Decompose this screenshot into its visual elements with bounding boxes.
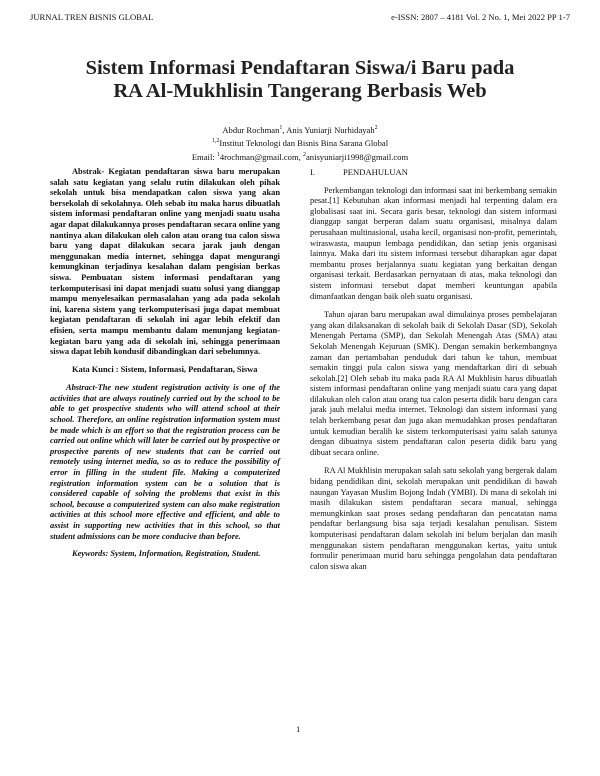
section-title: PENDAHULUAN [343,167,408,177]
keywords-english: Keywords: System, Information, Registration, Student. [72,549,261,559]
issn-info: e-ISSN: 2807 – 4181 Vol. 2 No. 1, Mei 2022 PP 1-7 [391,12,570,22]
running-header [30,12,570,24]
title-line-1: Sistem Informasi Pendaftaran Siswa/i Baru pada [85,57,515,79]
title-line-2: RA Al-Mukhlisin Tangerang Berbasis Web [113,80,487,102]
abstract-english: Abstract-The new student registration activity is one of the activities that are always routinely carried out by the school to be able to get prospective students who will attend school at their school. Therefore, an online registration information system must be made which is an effort so that the registration process can be carried out online which will later be carried out by prospective or prospective parents of new students that can be carried out remotely using internet media, so as to reduce the possibility of error in filling in the student file. Making a computerized registration information system can be a solution that is considered capable of solving the problems that exist in this school, because a computerized system can also make registration activities at this school more effective and efficient, and able to assist in supporting new activities that in this school, so that student admissions can be more conducive than before. [50,383,280,541]
author-block [0,123,600,163]
section-number: I. [310,167,316,177]
abstract-indonesian: Abstrak- Kegiatan pendaftaran siswa baru merupakan salah satu kegiatan yang selalu rutin dilakukan oleh pihak sekolah untuk bisa mendapatkan calon siswa yang akan bersekolah di sekolahnya. Oleh sebab itu maka harus dibuatlah sistem informasi pendaftaran online yang menjadi suatu usaha agar dapat dilakukannya proses pendaftaran secara online yang nantinya akan dilakukan oleh calon atau orang tua calon siswa baru yang dapat dilakukan secara jarak jauh dengan menggunakan media internet, sehingga dapat mengurangi kemungkinan terjadinya kesalahan dalam pengisian berkas siswa. Pembuatan sistem informasi pendaftaran yang terkomputerisasi ini dapat menjadi suatu solusi yang dianggap mampu menyelesaikan permasalahan yang ada pada sekolah ini, karena sistem yang terkomputerisasi juga dapat membuat kegiatan pendaftaran di sekolah ini agar lebih efektif dan efisien, serta mampu membantu dalam menunjang kegiatan-kegiatan baru yang ada di sekolah ini, sehingga penerimaan siswa dapat lebih kondusif dibandingkan dari sebelumnya. [50,167,280,357]
section-heading [310,167,557,178]
body-paragraph: RA Al Mukhlisin merupakan salah satu sekolah yang bergerak dalam bidang pendidikan dini, sekolah merupakan unit pendidikan di bawah naungan Yayasan Muslim Bojong Indah (YMBI). Di mana di sekolah ini masih dilakukan sistem pendaftaran secara manual, sehingga memungkinkan saat proses sedang pendaftaran dan pencatatan nama pendaftar berlangsung bisa saja terjadi kesalahan penulisan. Sistem komputerisasi pendaftaran dalam sekolah ini belum berjalan dan masih menggunakan sistem pendaftaran menggunakan kertas, yaitu untuk formulir penerimaan murid baru sehingga pengolahan data pendaftaran calon siswa akan [310,466,557,571]
author-affiliation: $^{1,2}$Institut Teknologi dan Bisnis Bina Sarana Global [211,138,389,149]
paper-title [40,57,560,103]
body-paragraph: Tahun ajaran baru merupakan awal dimulainya proses pembelajaran yang akan dilaksanakan di sekolah baik di Sekolah Dasar (SD), Sekolah Menengah Pertama (SMP), dan Sekolah Menengah Atas (SMA) atau Sekolah Menengah Kejuruan (SMK). Dengan semakin berkembangnya zaman dan pertambahan penduduk dari tahun ke tahun, membuat semakin tinggi pula calon siswa yang mendaftarkan diri di sebuah sekolah.[2] Oleh sebab itu maka pada RA Al Mukhlisin harus dibuatlah sistem informasi pendaftaran online yang menjadi suatu cara yang dapat dilakukan oleh calon atau orang tua calon peserta didik baru dengan cara jarak jauh melalui media internet. Teknologi dan sistem informasi yang telah berkembang pesat dan juga akan memudahkan proses pendaftaran untuk kemudian beralih ke sistem terkomputerisasi yaitu salah satunya dengan dibuatnya sistem pendaftaran calon peserta didik baru yang dibuat secara online. [310,310,557,457]
page-number: 1 [296,724,301,734]
journal-name: JURNAL TREN BISNIS GLOBAL [30,12,154,22]
right-column [310,167,557,572]
body-paragraph: Perkembangan teknologi dan informasi saat ini berkembang semakin pesat.[1] Kebutuhan akan informasi menjadi hal terpenting dalam era globalisasi saat ini. Secara garis besar, teknologi dan sistem informasi dianggap sangat berperan dalam suatu organisasi, misalnya dalam perusahaan multinasional, usaha kecil, organisasi non-profit, pemerintah, wiraswasta, maupun lembaga pendidikan, dan setiap jenis organisasi lainnya. Maka dari itu sistem informasi tersebut diharapkan agar dapat membantu proses berjalannya suatu kegiatan yang berkaitan dengan organisasi terkait. Berdasarkan pernyataan di atas, maka teknologi dan sistem informasi tersebut dapat memberi keuntungan apabila dimanfaatkan dengan baik oleh suatu organisasi. [310,185,557,301]
author-names: Abdur Rochman$^1$, Anis Yuniarji Nurhidayah$^2$ [222,124,378,135]
keywords-indonesian: Kata Kunci : Sistem, Informasi, Pendaftaran, Siswa [72,364,258,374]
author-emails: Email: $^1$4rochman@gmail.com, $^2$anisyuniarji1998@gmail.com [191,151,409,162]
left-column [50,167,280,560]
